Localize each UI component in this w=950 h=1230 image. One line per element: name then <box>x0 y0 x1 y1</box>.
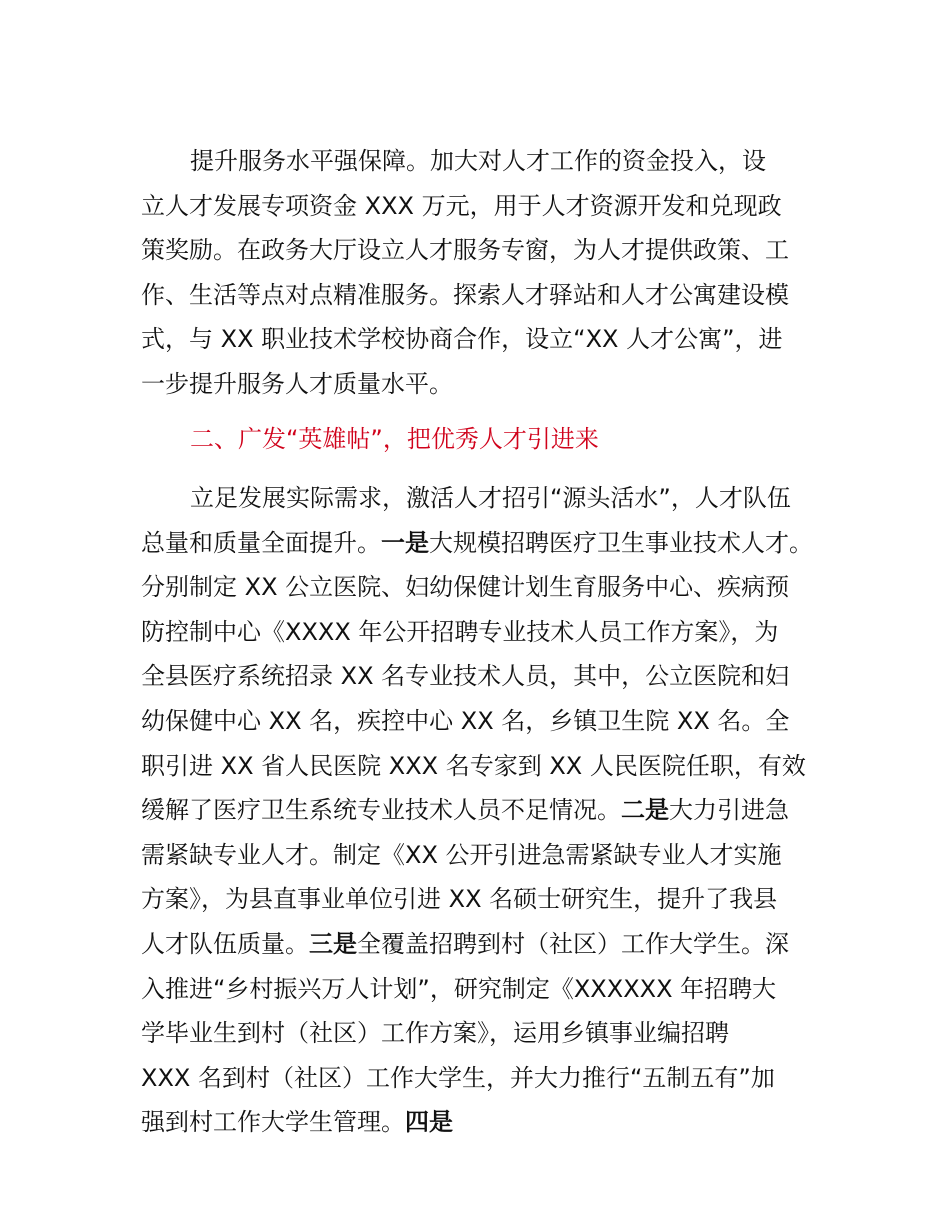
text-line: 一步提升服务人才质量水平。 <box>141 369 453 398</box>
text-line: 提升服务水平强保障。加大对人才工作的资金投入，设 <box>190 147 766 175</box>
section-heading: 二、广发“英雄帖”，把优秀人才引进来 <box>190 425 599 453</box>
text-line: 分别制定 XX 公立医院、妇幼保健计划生育服务中心、疾病预 <box>141 573 790 602</box>
text-line: 幼保健中心 XX 名，疾控中心 XX 名，乡镇卫生院 XX 名。全 <box>141 706 790 735</box>
text-line <box>141 1100 813 1145</box>
text-line <box>141 788 813 833</box>
text-line: 立足发展实际需求，激活人才招引“源头活水”，人才队伍 <box>190 484 791 512</box>
paragraph-service-support <box>141 139 813 406</box>
text-line <box>141 922 813 967</box>
text-run: 全覆盖招聘到村（社区）工作大学生。深 <box>357 929 789 958</box>
text-line: 防控制中心《XXXX 年公开招聘专业技术人员工作方案》，为 <box>141 617 779 646</box>
text-line: 式，与 XX 职业技术学校协商合作，设立“XX 人才公寓”，进 <box>141 325 783 353</box>
text-run: 大力引进急 <box>669 796 789 825</box>
bold-marker-first: 一是 <box>381 528 429 557</box>
text-line: 立人才发展专项资金 XXX 万元，用于人才资源开发和兑现政 <box>141 191 782 220</box>
text-line: 策奖励。在政务大厅设立人才服务专窗，为人才提供政策、工 <box>141 236 789 264</box>
text-line: 作、生活等点对点精准服务。探索人才驿站和人才公寓建设模 <box>141 280 789 309</box>
bold-marker-second: 二是 <box>621 796 669 825</box>
text-run: 强到村工作大学生管理。 <box>141 1108 405 1137</box>
bold-marker-fourth: 四是 <box>405 1108 453 1137</box>
text-line: 入推进“乡村振兴万人计划”，研究制定《XXXXXX 年招聘大 <box>141 974 777 1003</box>
text-run: 大规模招聘医疗卫生事业技术人才。 <box>429 528 813 557</box>
text-line: 学毕业生到村（社区）工作方案》，运用乡镇事业编招聘 <box>141 1019 729 1048</box>
text-line: XXX 名到村（社区）工作大学生，并大力推行“五制五有”加 <box>141 1063 775 1092</box>
paragraph-talent-recruitment <box>141 476 813 1145</box>
text-line: 职引进 XX 省人民医院 XXX 名专家到 XX 人民医院任职，有效 <box>141 751 806 780</box>
text-run: 缓解了医疗卫生系统专业技术人员不足情况。 <box>141 796 621 825</box>
text-run: 总量和质量全面提升。 <box>141 528 381 557</box>
text-line: 方案》，为县直事业单位引进 XX 名硕士研究生，提升了我县 <box>141 885 778 914</box>
text-line: 全县医疗系统招录 XX 名专业技术人员，其中，公立医院和妇 <box>141 662 790 691</box>
bold-marker-third: 三是 <box>309 929 357 958</box>
text-run: 人才队伍质量。 <box>141 929 309 958</box>
text-line <box>141 521 813 566</box>
text-line: 需紧缺专业人才。制定《XX 公开引进急需紧缺专业人才实施 <box>141 840 782 869</box>
